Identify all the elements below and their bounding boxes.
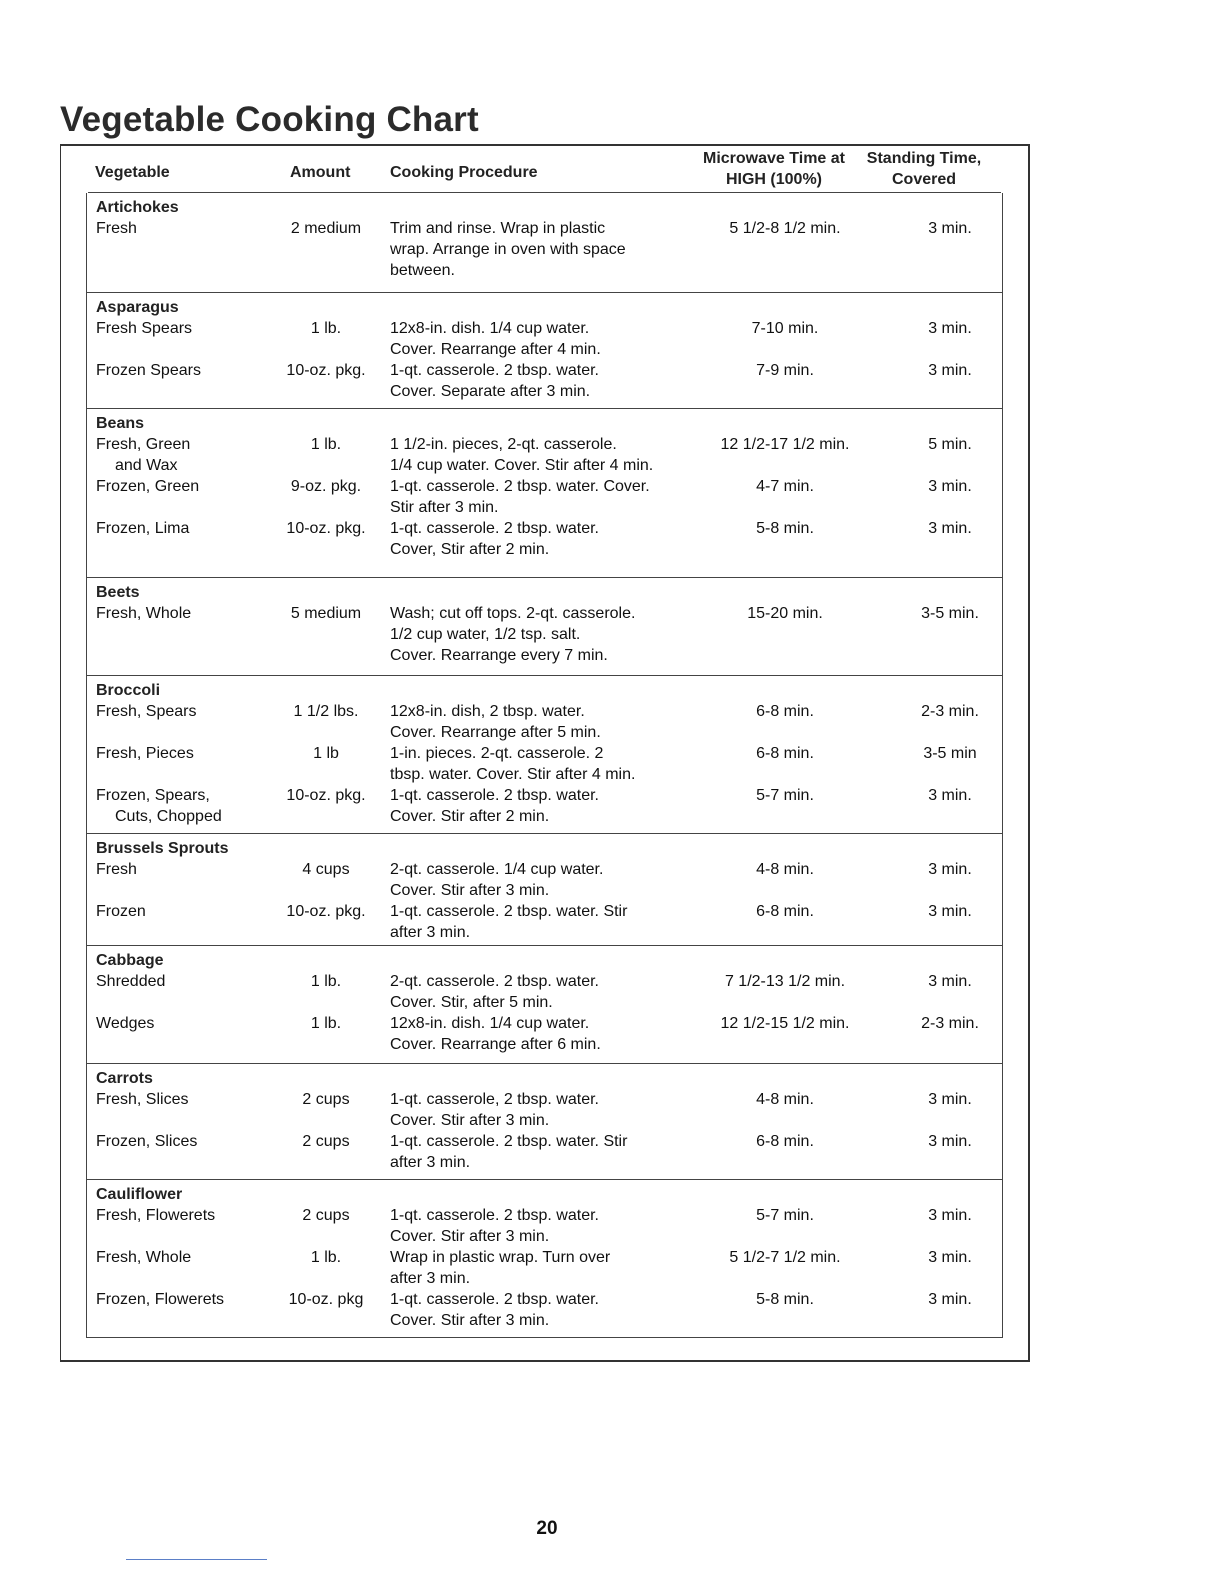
microwave-time-cell: 4-7 min.: [756, 478, 814, 495]
table-row: [87, 318, 1002, 360]
amount-cell: 1 lb.: [310, 1249, 342, 1266]
vegetable-name: Shredded: [96, 973, 166, 990]
vegetable-cell: [96, 1247, 271, 1268]
vegetable-name: Frozen, Spears,: [96, 787, 210, 804]
amount-cell: 10-oz. pkg.: [286, 903, 366, 920]
amount-cell: 1 lb.: [310, 320, 342, 337]
microwave-time-cell: 5-8 min.: [756, 520, 814, 537]
procedure-cell: 1-qt. casserole. 2 tbsp. water. Cover, Stir after 2 min.: [390, 520, 599, 558]
standing-time-cell: 3-5 min: [923, 745, 977, 762]
table-row: [87, 785, 1002, 827]
microwave-time-cell: 5-7 min.: [756, 1207, 814, 1224]
procedure-cell: 1-in. pieces. 2-qt. casserole. 2 tbsp. water. Cover. Stir after 4 min.: [390, 745, 636, 783]
microwave-time-cell: 5-8 min.: [756, 1291, 814, 1308]
vegetable-name: Fresh: [96, 220, 137, 237]
procedure-cell: Trim and rinse. Wrap in plastic wrap. Arrange in oven with space between.: [390, 220, 626, 279]
vegetable-cell: [96, 701, 271, 722]
vegetable-group: [86, 578, 1003, 676]
vegetable-cell: [96, 218, 271, 239]
table-row: [87, 518, 1002, 560]
amount-cell: 1 lb.: [310, 1015, 342, 1032]
procedure-cell: 1-qt. casserole. 2 tbsp. water. Cover. Stir after 3 min.: [390, 478, 650, 516]
header-standing-time: Standing Time, Covered: [866, 150, 982, 188]
standing-time-cell: 2-3 min.: [921, 1015, 979, 1032]
vegetable-name: Fresh, Spears: [96, 703, 197, 720]
microwave-time-cell: 6-8 min.: [756, 1133, 814, 1150]
header-microwave-time: Microwave Time at HIGH (100%): [703, 150, 845, 188]
vegetable-name: Fresh, Slices: [96, 1091, 189, 1108]
vegetable-name: Fresh, Green: [96, 436, 191, 453]
header-amount: Amount: [290, 164, 351, 181]
microwave-time-cell: 6-8 min.: [756, 703, 814, 720]
procedure-cell: 2-qt. casserole. 2 tbsp. water. Cover. Stir, after 5 min.: [390, 973, 599, 1011]
microwave-time-cell: 15-20 min.: [747, 605, 823, 622]
group-name: Cauliflower: [96, 1186, 183, 1203]
procedure-cell: 12x8-in. dish. 1/4 cup water. Cover. Rearrange after 4 min.: [390, 320, 601, 358]
amount-cell: 10-oz. pkg.: [286, 520, 366, 537]
procedure-cell: 1-qt. casserole. 2 tbsp. water. Cover. Stir after 3 min.: [390, 1291, 599, 1329]
standing-time-cell: 3 min.: [928, 1249, 972, 1266]
vegetable-cell: [96, 318, 271, 339]
microwave-time-cell: 12 1/2-17 1/2 min.: [720, 436, 850, 453]
standing-time-cell: 3 min.: [928, 973, 972, 990]
vegetable-cell: [96, 971, 271, 992]
standing-time-cell: 3 min.: [928, 861, 972, 878]
microwave-time-cell: 4-8 min.: [756, 861, 814, 878]
footer-rule: [126, 1559, 267, 1560]
vegetable-cell: [96, 859, 271, 880]
vegetable-name: Fresh, Whole: [96, 605, 192, 622]
standing-time-cell: 2-3 min.: [921, 703, 979, 720]
vegetable-cell: [96, 360, 271, 381]
group-name: Broccoli: [96, 682, 161, 699]
vegetable-cell: [96, 518, 271, 539]
table-row: [87, 859, 1002, 901]
group-name: Beets: [96, 584, 140, 601]
procedure-cell: 1-qt. casserole. 2 tbsp. water. Stir after 3 min.: [390, 1133, 628, 1171]
amount-cell: 2 cups: [302, 1091, 350, 1108]
group-name: Beans: [96, 415, 145, 432]
vegetable-group: [86, 1064, 1003, 1180]
standing-time-cell: 3 min.: [928, 220, 972, 237]
table-row: [87, 901, 1002, 943]
vegetable-group: [86, 676, 1003, 834]
amount-cell: 9-oz. pkg.: [290, 478, 362, 495]
amount-cell: 10-oz. pkg: [288, 1291, 364, 1308]
group-name: Artichokes: [96, 199, 179, 216]
table-row: [87, 1289, 1002, 1331]
group-name: Asparagus: [96, 299, 179, 316]
standing-time-cell: 3 min.: [928, 903, 972, 920]
vegetable-name: Wedges: [96, 1015, 155, 1032]
group-name: Cabbage: [96, 952, 164, 969]
procedure-cell: 1-qt. casserole. 2 tbsp. water. Stir after 3 min.: [390, 903, 628, 941]
standing-time-cell: 3-5 min.: [921, 605, 979, 622]
vegetable-cell: [96, 901, 271, 922]
procedure-cell: Wash; cut off tops. 2-qt. casserole. 1/2 cup water, 1/2 tsp. salt. Cover. Rearrange every 7 min.: [390, 605, 636, 664]
microwave-time-cell: 7 1/2-13 1/2 min.: [724, 973, 846, 990]
standing-time-cell: 3 min.: [928, 478, 972, 495]
procedure-cell: 1-qt. casserole. 2 tbsp. water. Cover. Separate after 3 min.: [390, 362, 599, 400]
amount-cell: 10-oz. pkg.: [286, 787, 366, 804]
group-name: Brussels Sprouts: [96, 840, 229, 857]
microwave-time-cell: 6-8 min.: [756, 903, 814, 920]
vegetable-cell: [96, 1013, 271, 1034]
vegetable-name: Fresh, Flowerets: [96, 1207, 216, 1224]
microwave-time-cell: 7-10 min.: [751, 320, 819, 337]
table-row: [87, 1089, 1002, 1131]
vegetable-name: and Wax: [115, 457, 178, 474]
table-row: [87, 603, 1002, 666]
vegetable-cell: [96, 1089, 271, 1110]
vegetable-name: Cuts, Chopped: [115, 808, 222, 825]
vegetable-group: [86, 834, 1003, 946]
vegetable-name: Frozen Spears: [96, 362, 201, 379]
vegetable-name: Frozen, Slices: [96, 1133, 198, 1150]
vegetable-name: Fresh, Pieces: [96, 745, 194, 762]
header-procedure: Cooking Procedure: [390, 164, 538, 181]
vegetable-name: Fresh, Whole: [96, 1249, 192, 1266]
standing-time-cell: 3 min.: [928, 520, 972, 537]
vegetable-cell: [96, 785, 271, 827]
microwave-time-cell: 6-8 min.: [756, 745, 814, 762]
table-row: [87, 218, 1002, 281]
standing-time-cell: 3 min.: [928, 1291, 972, 1308]
amount-cell: 1 lb.: [310, 973, 342, 990]
standing-time-cell: 3 min.: [928, 1207, 972, 1224]
vegetable-cell: [96, 434, 271, 476]
procedure-cell: 1-qt. casserole. 2 tbsp. water. Cover. Stir after 2 min.: [390, 787, 599, 825]
vegetable-group: [86, 1180, 1003, 1338]
table-row: [87, 1247, 1002, 1289]
procedure-cell: 1-qt. casserole, 2 tbsp. water. Cover. Stir after 3 min.: [390, 1091, 599, 1129]
amount-cell: 10-oz. pkg.: [286, 362, 366, 379]
microwave-time-cell: 5 1/2-8 1/2 min.: [729, 220, 841, 237]
vegetable-cell: [96, 603, 271, 624]
amount-cell: 4 cups: [302, 861, 350, 878]
procedure-cell: 2-qt. casserole. 1/4 cup water. Cover. Stir after 3 min.: [390, 861, 604, 899]
table-row: [87, 1131, 1002, 1173]
vegetable-name: Fresh Spears: [96, 320, 193, 337]
amount-cell: 1 1/2 lbs.: [293, 703, 359, 720]
table-row: [87, 743, 1002, 785]
table-row: [87, 476, 1002, 518]
amount-cell: 2 cups: [302, 1207, 350, 1224]
group-name: Carrots: [96, 1070, 153, 1087]
microwave-time-cell: 5-7 min.: [756, 787, 814, 804]
vegetable-name: Fresh: [96, 861, 137, 878]
vegetable-cell: [96, 476, 271, 497]
table-row: [87, 360, 1002, 402]
vegetable-name: Frozen: [96, 903, 146, 920]
vegetable-group: [86, 293, 1003, 409]
microwave-time-cell: 12 1/2-15 1/2 min.: [720, 1015, 850, 1032]
procedure-cell: 12x8-in. dish. 1/4 cup water. Cover. Rearrange after 6 min.: [390, 1015, 601, 1053]
standing-time-cell: 3 min.: [928, 1133, 972, 1150]
vegetable-cell: [96, 1289, 271, 1310]
table-row: [87, 1013, 1002, 1055]
standing-time-cell: 3 min.: [928, 320, 972, 337]
procedure-cell: 1 1/2-in. pieces, 2-qt. casserole. 1/4 cup water. Cover. Stir after 4 min.: [390, 436, 654, 474]
page-number: 20: [536, 1518, 558, 1539]
amount-cell: 1 lb: [313, 745, 339, 762]
standing-time-cell: 3 min.: [928, 787, 972, 804]
amount-cell: 1 lb.: [310, 436, 342, 453]
vegetable-cell: [96, 743, 271, 764]
vegetable-cell: [96, 1131, 271, 1152]
table-row: [87, 971, 1002, 1013]
amount-cell: 2 cups: [302, 1133, 350, 1150]
header-vegetable: Vegetable: [95, 164, 170, 181]
table-row: [87, 701, 1002, 743]
vegetable-name: Frozen, Flowerets: [96, 1291, 225, 1308]
standing-time-cell: 3 min.: [928, 1091, 972, 1108]
table-row: [87, 434, 1002, 476]
standing-time-cell: 3 min.: [928, 362, 972, 379]
vegetable-cell: [96, 1205, 271, 1226]
vegetable-group: [86, 409, 1003, 578]
vegetable-name: Frozen, Green: [96, 478, 200, 495]
amount-cell: 5 medium: [290, 605, 362, 622]
standing-time-cell: 5 min.: [928, 436, 972, 453]
page-title: Vegetable Cooking Chart: [60, 100, 479, 139]
vegetable-table: [86, 193, 1003, 1338]
microwave-time-cell: 5 1/2-7 1/2 min.: [729, 1249, 841, 1266]
vegetable-group: [86, 946, 1003, 1064]
vegetable-name: Frozen, Lima: [96, 520, 190, 537]
amount-cell: 2 medium: [290, 220, 362, 237]
microwave-time-cell: 4-8 min.: [756, 1091, 814, 1108]
table-row: [87, 1205, 1002, 1247]
vegetable-group: [86, 193, 1003, 293]
procedure-cell: 1-qt. casserole. 2 tbsp. water. Cover. Stir after 3 min.: [390, 1207, 599, 1245]
procedure-cell: 12x8-in. dish, 2 tbsp. water. Cover. Rearrange after 5 min.: [390, 703, 601, 741]
microwave-time-cell: 7-9 min.: [756, 362, 814, 379]
procedure-cell: Wrap in plastic wrap. Turn over after 3 min.: [390, 1249, 611, 1287]
